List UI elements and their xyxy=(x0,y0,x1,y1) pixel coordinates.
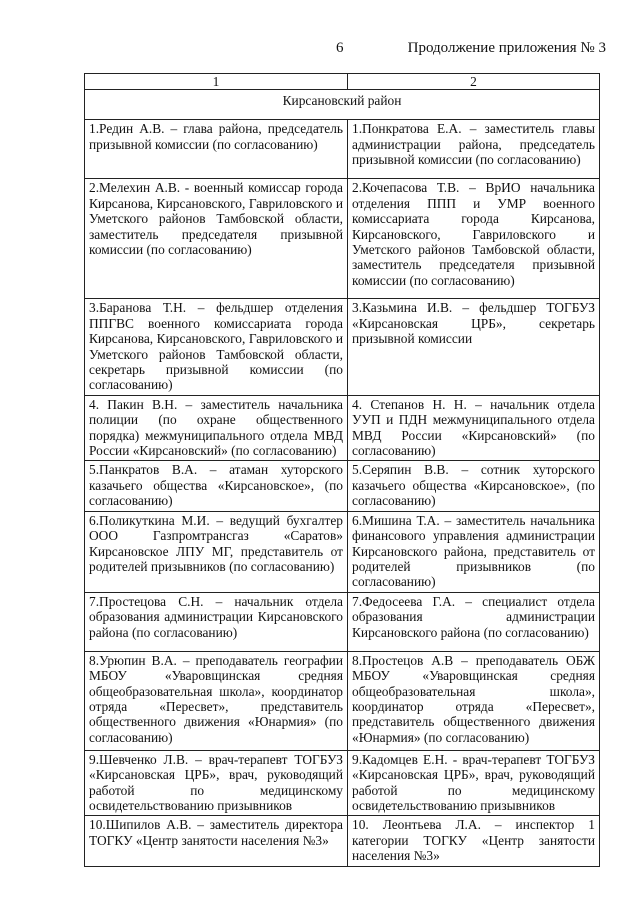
district-row xyxy=(85,90,600,120)
table-row xyxy=(85,511,600,592)
member-reserve-cell: 3.Казьмина И.В. – фельдшер ТОГБУЗ «Кирсановская ЦРБ», секретарь призывной комиссии xyxy=(348,299,600,395)
continuation-label: Продолжение приложения № 3 xyxy=(407,40,606,56)
member-main-cell: 2.Мелехин А.В. - военный комиссар города Кирсанова, Кирсановского, Гавриловского и Уметского районов Тамбовской области, заместитель председателя призывной комиссии (по согласованию) xyxy=(85,179,348,299)
table-row xyxy=(85,592,600,651)
member-main-cell: 6.Поликуткина М.И. – ведущий бухгалтер ООО Газпромтрансгаз «Саратов» Кирсановское ЛПУ МГ, представитель от родителей призывников (по согласованию) xyxy=(85,511,348,592)
column-header-row xyxy=(85,74,600,90)
member-reserve-cell: 2.Кочепасова Т.В. – ВрИО начальника отделения ППП и УМР военного комиссариата города Кирсанова, Кирсановского, Гавриловского и Уметского районов Тамбовской области, заместитель председателя призывной комиссии (по согласованию) xyxy=(348,179,600,299)
table-row xyxy=(85,395,600,461)
table-row xyxy=(85,651,600,750)
member-main-cell: 10.Шипилов А.В. – заместитель директора ТОГКУ «Центр занятости населения №3» xyxy=(85,816,348,866)
table-row xyxy=(85,816,600,866)
member-main-cell: 5.Панкратов В.А. – атаман хуторского казачьего общества «Кирсановское», (по согласованию) xyxy=(85,461,348,511)
member-reserve-cell: 4. Степанов Н. Н. – начальник отдела УУП и ПДН межмуниципального отдела МВД России «Кирсановский» (по согласованию) xyxy=(348,395,600,461)
member-reserve-cell: 9.Кадомцев Е.Н. - врач-терапевт ТОГБУЗ «Кирсановская ЦРБ», врач, руководящий работой по медицинскому освидетельствованию призывников xyxy=(348,750,600,816)
member-reserve-cell: 5.Серяпин В.В. – сотник хуторского казачьего общества «Кирсановское», (по согласованию) xyxy=(348,461,600,511)
member-main-cell: 3.Баранова Т.Н. – фельдшер отделения ППГВС военного комиссариата города Кирсанова, Кирсановского, Гавриловского и Уметского районов Тамбовской области, секретарь призывной комиссии (по согласованию) xyxy=(85,299,348,395)
district-title: Кирсановский район xyxy=(85,90,600,120)
member-main-cell: 4. Пакин В.Н. – заместитель начальника полиции (по охране общественного порядка) межмуниципального отдела МВД России «Кирсановский» (по согласованию) xyxy=(85,395,348,461)
commission-table xyxy=(84,73,600,867)
member-reserve-cell: 7.Федосеева Г.А. – специалист отдела образования администрации Кирсановского района (по согласованию) xyxy=(348,592,600,651)
member-main-cell: 7.Простецова С.Н. – начальник отдела образования администрации Кирсановского района (по согласованию) xyxy=(85,592,348,651)
table-row xyxy=(85,120,600,179)
page-number: 6 xyxy=(336,40,344,56)
member-reserve-cell: 1.Понкратова Е.А. – заместитель главы администрации района, председатель призывной комиссии (по согласованию) xyxy=(348,120,600,179)
column-header: 1 xyxy=(85,74,348,90)
member-reserve-cell: 6.Мишина Т.А. – заместитель начальника финансового управления администрации Кирсановского района, представитель от родителей призывников (по согласованию) xyxy=(348,511,600,592)
member-main-cell: 8.Урюпин В.А. – преподаватель географии МБОУ «Уваровщинская средняя общеобразовательная школа», координатор отряда «Пересвет», представитель общественного движения «Юнармия» (по согласованию) xyxy=(85,651,348,750)
member-reserve-cell: 10. Леонтьева Л.А. – инспектор 1 категории ТОГКУ «Центр занятости населения №3» xyxy=(348,816,600,866)
table-row xyxy=(85,461,600,511)
member-main-cell: 1.Редин А.В. – глава района, председатель призывной комиссии (по согласованию) xyxy=(85,120,348,179)
column-header: 2 xyxy=(348,74,600,90)
table-row xyxy=(85,750,600,816)
member-main-cell: 9.Шевченко Л.В. – врач-терапевт ТОГБУЗ «Кирсановская ЦРБ», врач, руководящий работой по медицинскому освидетельствованию призывников xyxy=(85,750,348,816)
table-row xyxy=(85,179,600,299)
member-reserve-cell: 8.Простецов А.В – преподаватель ОБЖ МБОУ «Уваровщинская средняя общеобразовательная школа», координатор отряда «Пересвет», представитель общественного движения «Юнармия» (по согласованию) xyxy=(348,651,600,750)
table-row xyxy=(85,299,600,395)
